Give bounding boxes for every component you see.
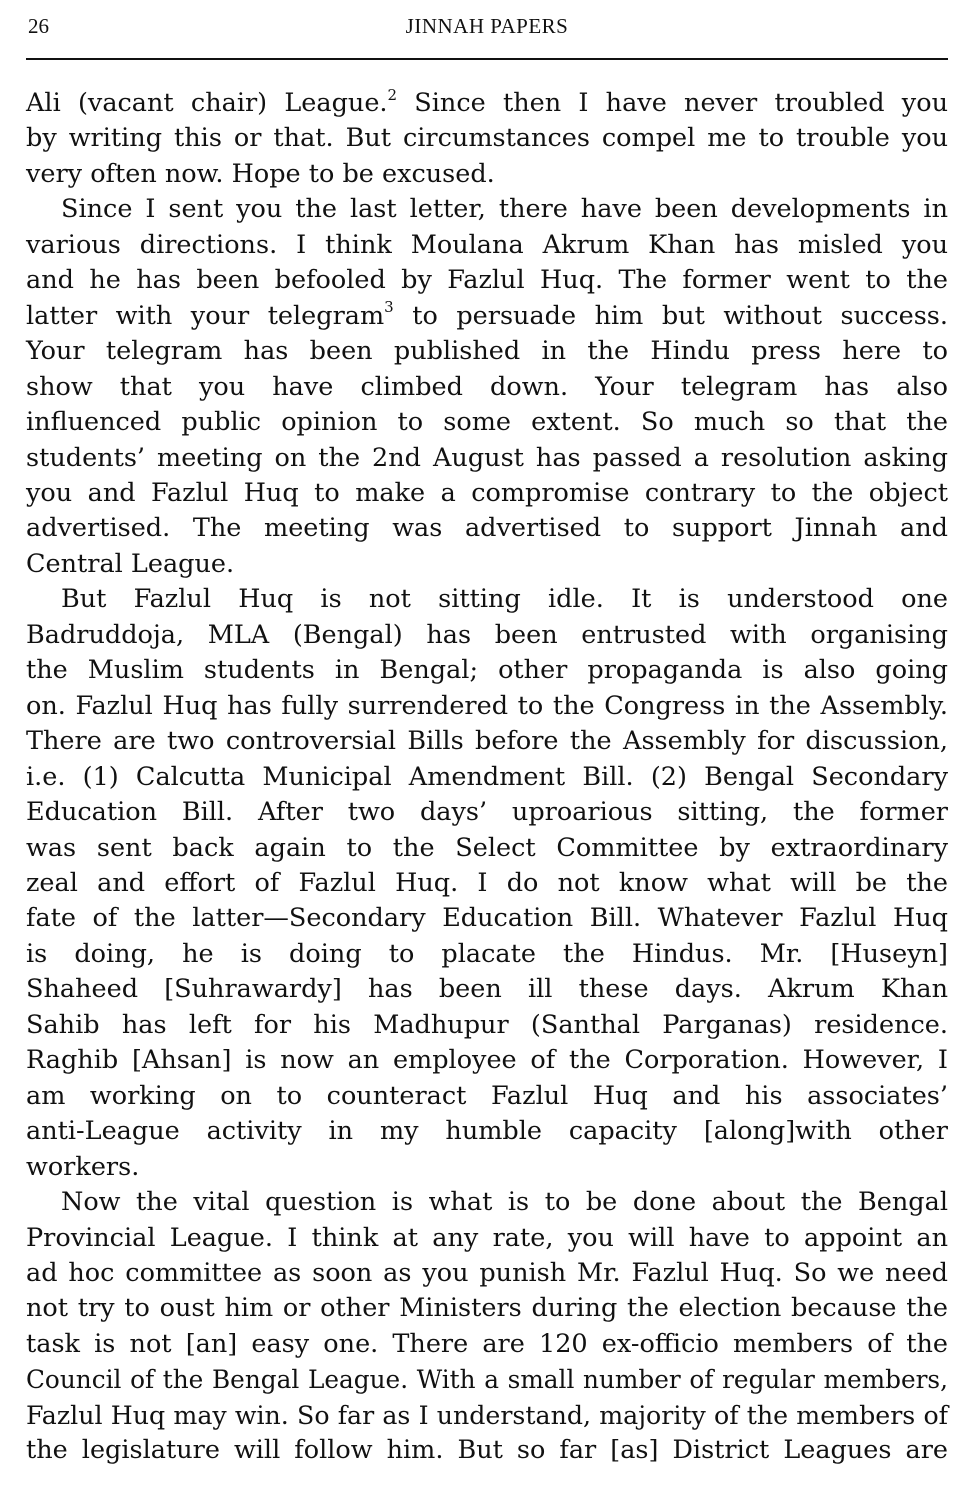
text-line: was sent back again to the Select Committee by extraordinary: [26, 832, 948, 863]
text-line: Sahib has left for his Madhupur (Santhal Parganas) residence.: [26, 1009, 948, 1040]
text-line: you and Fazlul Huq to make a compromise contrary to the object: [26, 477, 948, 508]
text-line: and he has been befooled by Fazlul Huq. The former went to the: [26, 265, 948, 296]
text-line: There are two controversial Bills before the Assembly for discussion,: [26, 726, 948, 757]
text-line: Since I sent you the last letter, there have been developments in: [61, 194, 948, 225]
header-rule: [26, 58, 948, 60]
page-number: 26: [28, 14, 49, 38]
text-line: advertised. The meeting was advertised to support Jinnah and: [26, 513, 948, 544]
text-line: anti-League activity in my humble capacity [along]with other: [26, 1116, 948, 1147]
footnote-ref-2[interactable]: 2: [387, 85, 398, 104]
body-text: [26, 86, 948, 1469]
text-line: Education Bill. After two days’ uproarious sitting, the former: [26, 797, 948, 828]
text-line: the legislature will follow him. But so far [as] District Leagues are: [26, 1435, 948, 1466]
text-line: Badruddoja, MLA (Bengal) has been entrusted with organising: [26, 619, 948, 650]
text-line: on. Fazlul Huq has fully surrendered to the Congress in the Assembly.: [26, 690, 948, 721]
text-line: Ali (vacant chair) League.$^2$ Since then I have never troubled you: [26, 85, 948, 118]
text-line: i.e. (1) Calcutta Municipal Amendment Bill. (2) Bengal Secondary: [26, 761, 948, 792]
paragraph-4: [26, 1185, 948, 1469]
text-line: is doing, he is doing to placate the Hindus. Mr. [Huseyn]: [26, 938, 948, 969]
text-line: Shaheed [Suhrawardy] has been ill these days. Akrum Khan: [26, 974, 948, 1005]
text-line: Council of the Bengal League. With a small number of regular members,: [26, 1365, 948, 1395]
text-line: students’ meeting on the 2nd August has passed a resolution asking: [26, 442, 948, 473]
running-title: JINNAH PAPERS: [405, 14, 569, 38]
text-line: Your telegram has been published in the Hindu press here to: [26, 336, 948, 367]
text-line: very often now. Hope to be excused.: [26, 158, 495, 189]
text-line: workers.: [26, 1151, 140, 1182]
text-line: influenced public opinion to some extent. So much so that the: [26, 407, 948, 438]
text-line: ad hoc committee as soon as you punish Mr. Fazlul Huq. So we need: [26, 1257, 948, 1288]
text-line: fate of the latter—Secondary Education Bill. Whatever Fazlul Huq: [26, 903, 948, 934]
running-head: [28, 14, 946, 44]
paragraph-1: [26, 86, 948, 192]
text-line: Fazlul Huq may win. So far as I understand, majority of the members of: [26, 1400, 948, 1430]
text-line: by writing this or that. But circumstances compel me to trouble you: [26, 123, 948, 154]
text-line: Provincial League. I think at any rate, you will have to appoint an: [26, 1222, 948, 1253]
text-line: But Fazlul Huq is not sitting idle. It is understood one: [61, 584, 948, 615]
text-line: show that you have climbed down. Your telegram has also: [26, 371, 948, 402]
text-line: zeal and effort of Fazlul Huq. I do not know what will be the: [26, 867, 948, 898]
paragraph-3: [26, 582, 948, 1185]
text-line: am working on to counteract Fazlul Huq and his associates’: [26, 1080, 948, 1111]
text-line: the Muslim students in Bengal; other propaganda is also going: [26, 655, 948, 686]
text-line: latter with your telegram$^3$ to persuade him but without success.: [26, 298, 948, 331]
text-line: not try to oust him or other Ministers during the election because the: [26, 1293, 948, 1324]
text-line: task is not [an] easy one. There are 120 ex-officio members of the: [26, 1328, 948, 1359]
footnote-ref-3[interactable]: 3: [384, 298, 394, 317]
text-line: various directions. I think Moulana Akrum Khan has misled you: [26, 229, 948, 260]
text-line: Now the vital question is what is to be done about the Bengal: [61, 1187, 948, 1218]
text-line: Central League.: [26, 548, 235, 579]
text-line: Raghib [Ahsan] is now an employee of the Corporation. However, I: [26, 1045, 948, 1076]
paragraph-2: [26, 192, 948, 582]
